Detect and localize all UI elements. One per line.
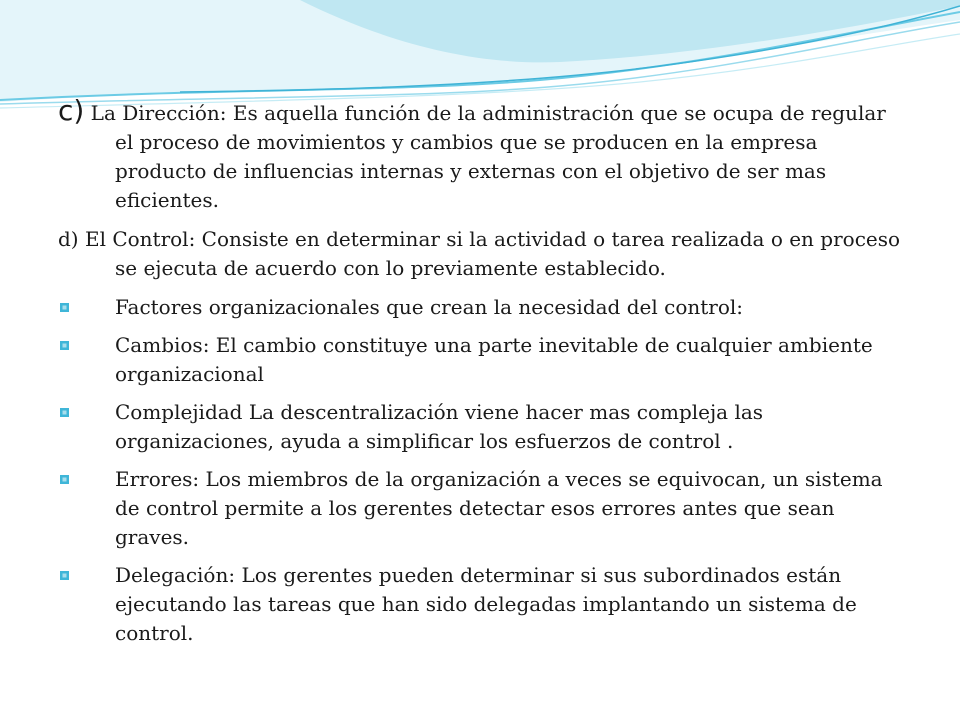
bullet-square-icon xyxy=(60,408,69,417)
bullet-text: Delegación: Los gerentes pueden determinar si sus subordinados están ejecutando las tareas que han sido delegadas implantando un sistema de control. xyxy=(115,563,857,645)
paragraph-control xyxy=(58,225,908,283)
bullet-text: Cambios: El cambio constituye una parte inevitable de cualquier ambiente organizacional xyxy=(115,333,873,386)
bullet-item-factores xyxy=(58,293,908,322)
bullet-square-icon xyxy=(60,303,69,312)
bullet-item-delegacion xyxy=(58,561,908,648)
bullet-text: Errores: Los miembros de la organización a veces se equivocan, un sistema de control permite a los gerentes detectar esos errores antes que sean graves. xyxy=(115,467,883,549)
paragraph-prefix: c) xyxy=(58,94,85,127)
bullet-item-cambios xyxy=(58,331,908,389)
bullet-square-icon xyxy=(60,475,69,484)
paragraph-direccion xyxy=(58,96,908,215)
bullet-square-icon xyxy=(60,571,69,580)
paragraph-text: La Dirección: Es aquella función de la administración que se ocupa de regular el proceso de movimientos y cambios que se producen en la empresa producto de influencias internas y externas con el objetivo de ser mas eficientes. xyxy=(84,101,886,212)
paragraph-text: d) El Control: Consiste en determinar si la actividad o tarea realizada o en proceso se ejecuta de acuerdo con lo previamente establecido. xyxy=(58,227,901,280)
bullet-square-icon xyxy=(60,341,69,350)
bullet-text: Factores organizacionales que crean la necesidad del control: xyxy=(115,295,744,319)
bullet-item-errores xyxy=(58,465,908,552)
bullet-text: Complejidad La descentralización viene hacer mas compleja las organizaciones, ayuda a simplificar los esfuerzos de control . xyxy=(115,400,764,453)
bullet-item-complejidad xyxy=(58,398,908,456)
slide-body xyxy=(58,96,908,657)
